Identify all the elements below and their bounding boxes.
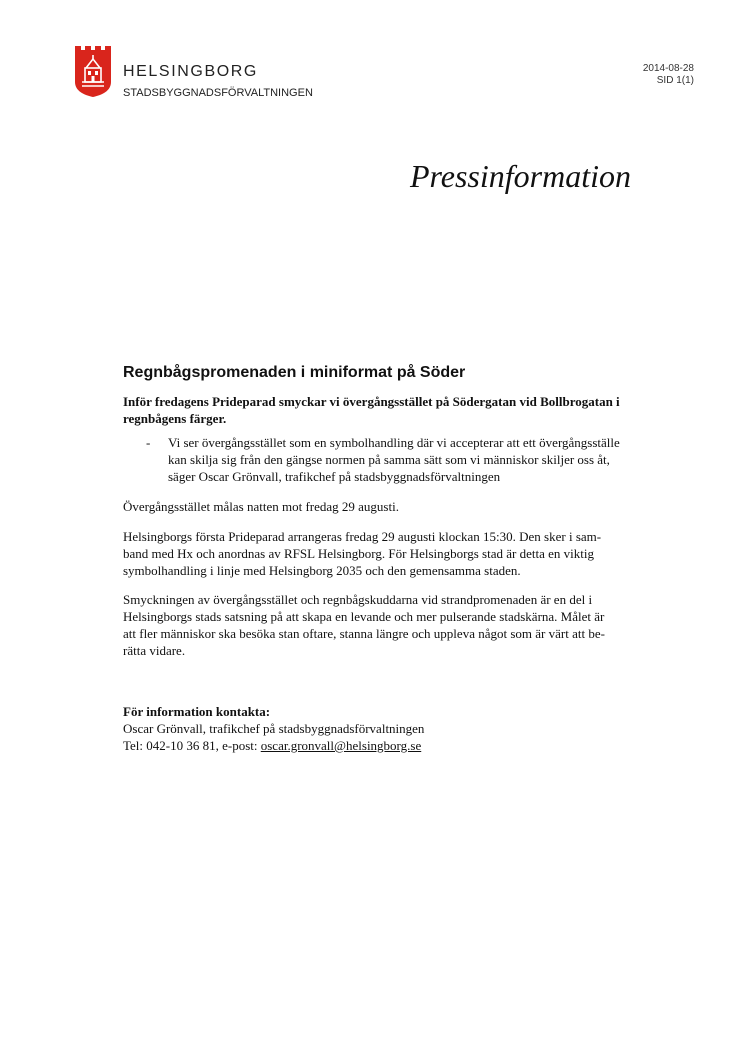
document-meta xyxy=(643,63,694,87)
quote-line: kan skilja sig från den gängse normen på samma sätt som vi människor skiljer oss åt, xyxy=(168,452,610,467)
document-type-title: Pressinformation xyxy=(409,158,631,194)
paragraph-line: Smyckningen av övergångsstället och regnbågskuddarna vid strandpromenaden är en del i xyxy=(123,592,593,607)
crest-icon xyxy=(74,44,112,98)
paragraph-line: rätta vidare. xyxy=(123,643,186,658)
contact-person: Oscar Grönvall, trafikchef på stadsbyggnadsförvaltningen xyxy=(123,721,425,736)
quote-dash: - xyxy=(146,435,151,450)
helsingborg-crest-logo xyxy=(74,44,112,98)
quote-block xyxy=(123,434,688,485)
quote-line: säger Oscar Grönvall, trafikchef på stadsbyggnadsförvaltningen xyxy=(168,469,501,484)
paragraph-line: Helsingborgs stads satsning på att skapa en levande och mer pulserande stadskärna. Målet är xyxy=(123,609,605,624)
paragraph-line: Helsingborgs första Prideparad arrangeras fredag 29 augusti klockan 15:30. Den sker i sam- xyxy=(123,529,602,544)
contact-label: För information kontakta: xyxy=(123,704,271,719)
organization-name: HELSINGBORG xyxy=(123,63,258,80)
page-number: SID 1(1) xyxy=(656,75,694,86)
document-date: 2014-08-28 xyxy=(642,63,694,74)
paragraph-line: symbolhandling i linje med Helsingborg 2035 och den gemensamma staden. xyxy=(123,563,521,578)
paragraph-line: att fler människor ska besöka stan oftare, stanna längre och uppleva något som är värt att be- xyxy=(123,626,605,641)
lead-line: regnbågens färger. xyxy=(123,411,227,426)
press-headline: Regnbågspromenaden i miniformat på Söder xyxy=(123,364,466,381)
lead-paragraph xyxy=(123,393,643,427)
lead-line: Inför fredagens Prideparad smyckar vi övergångsstället på Södergatan vid Bollbrogatan i xyxy=(123,394,620,409)
quote-line: Vi ser övergångsstället som en symbolhandling där vi accepterar att ett övergångsställe xyxy=(168,435,620,450)
paragraph-text: Övergångsstället målas natten mot fredag 29 augusti. xyxy=(123,499,399,514)
body-paragraph-3 xyxy=(123,591,643,659)
paragraph-line: band med Hx och anordnas av RFSL Helsingborg. För Helsingborgs stad är detta en viktig xyxy=(123,546,594,561)
department-name: STADSBYGGNADSFÖRVALTNINGEN xyxy=(123,87,313,99)
contact-details xyxy=(123,737,643,754)
contact-section xyxy=(123,703,643,754)
contact-phone: Tel: 042-10 36 81, e-post: xyxy=(123,738,261,753)
body-paragraph-1 xyxy=(123,498,643,515)
body-paragraph-2 xyxy=(123,528,643,579)
contact-email-link[interactable]: oscar.gronvall@helsingborg.se xyxy=(260,738,422,753)
